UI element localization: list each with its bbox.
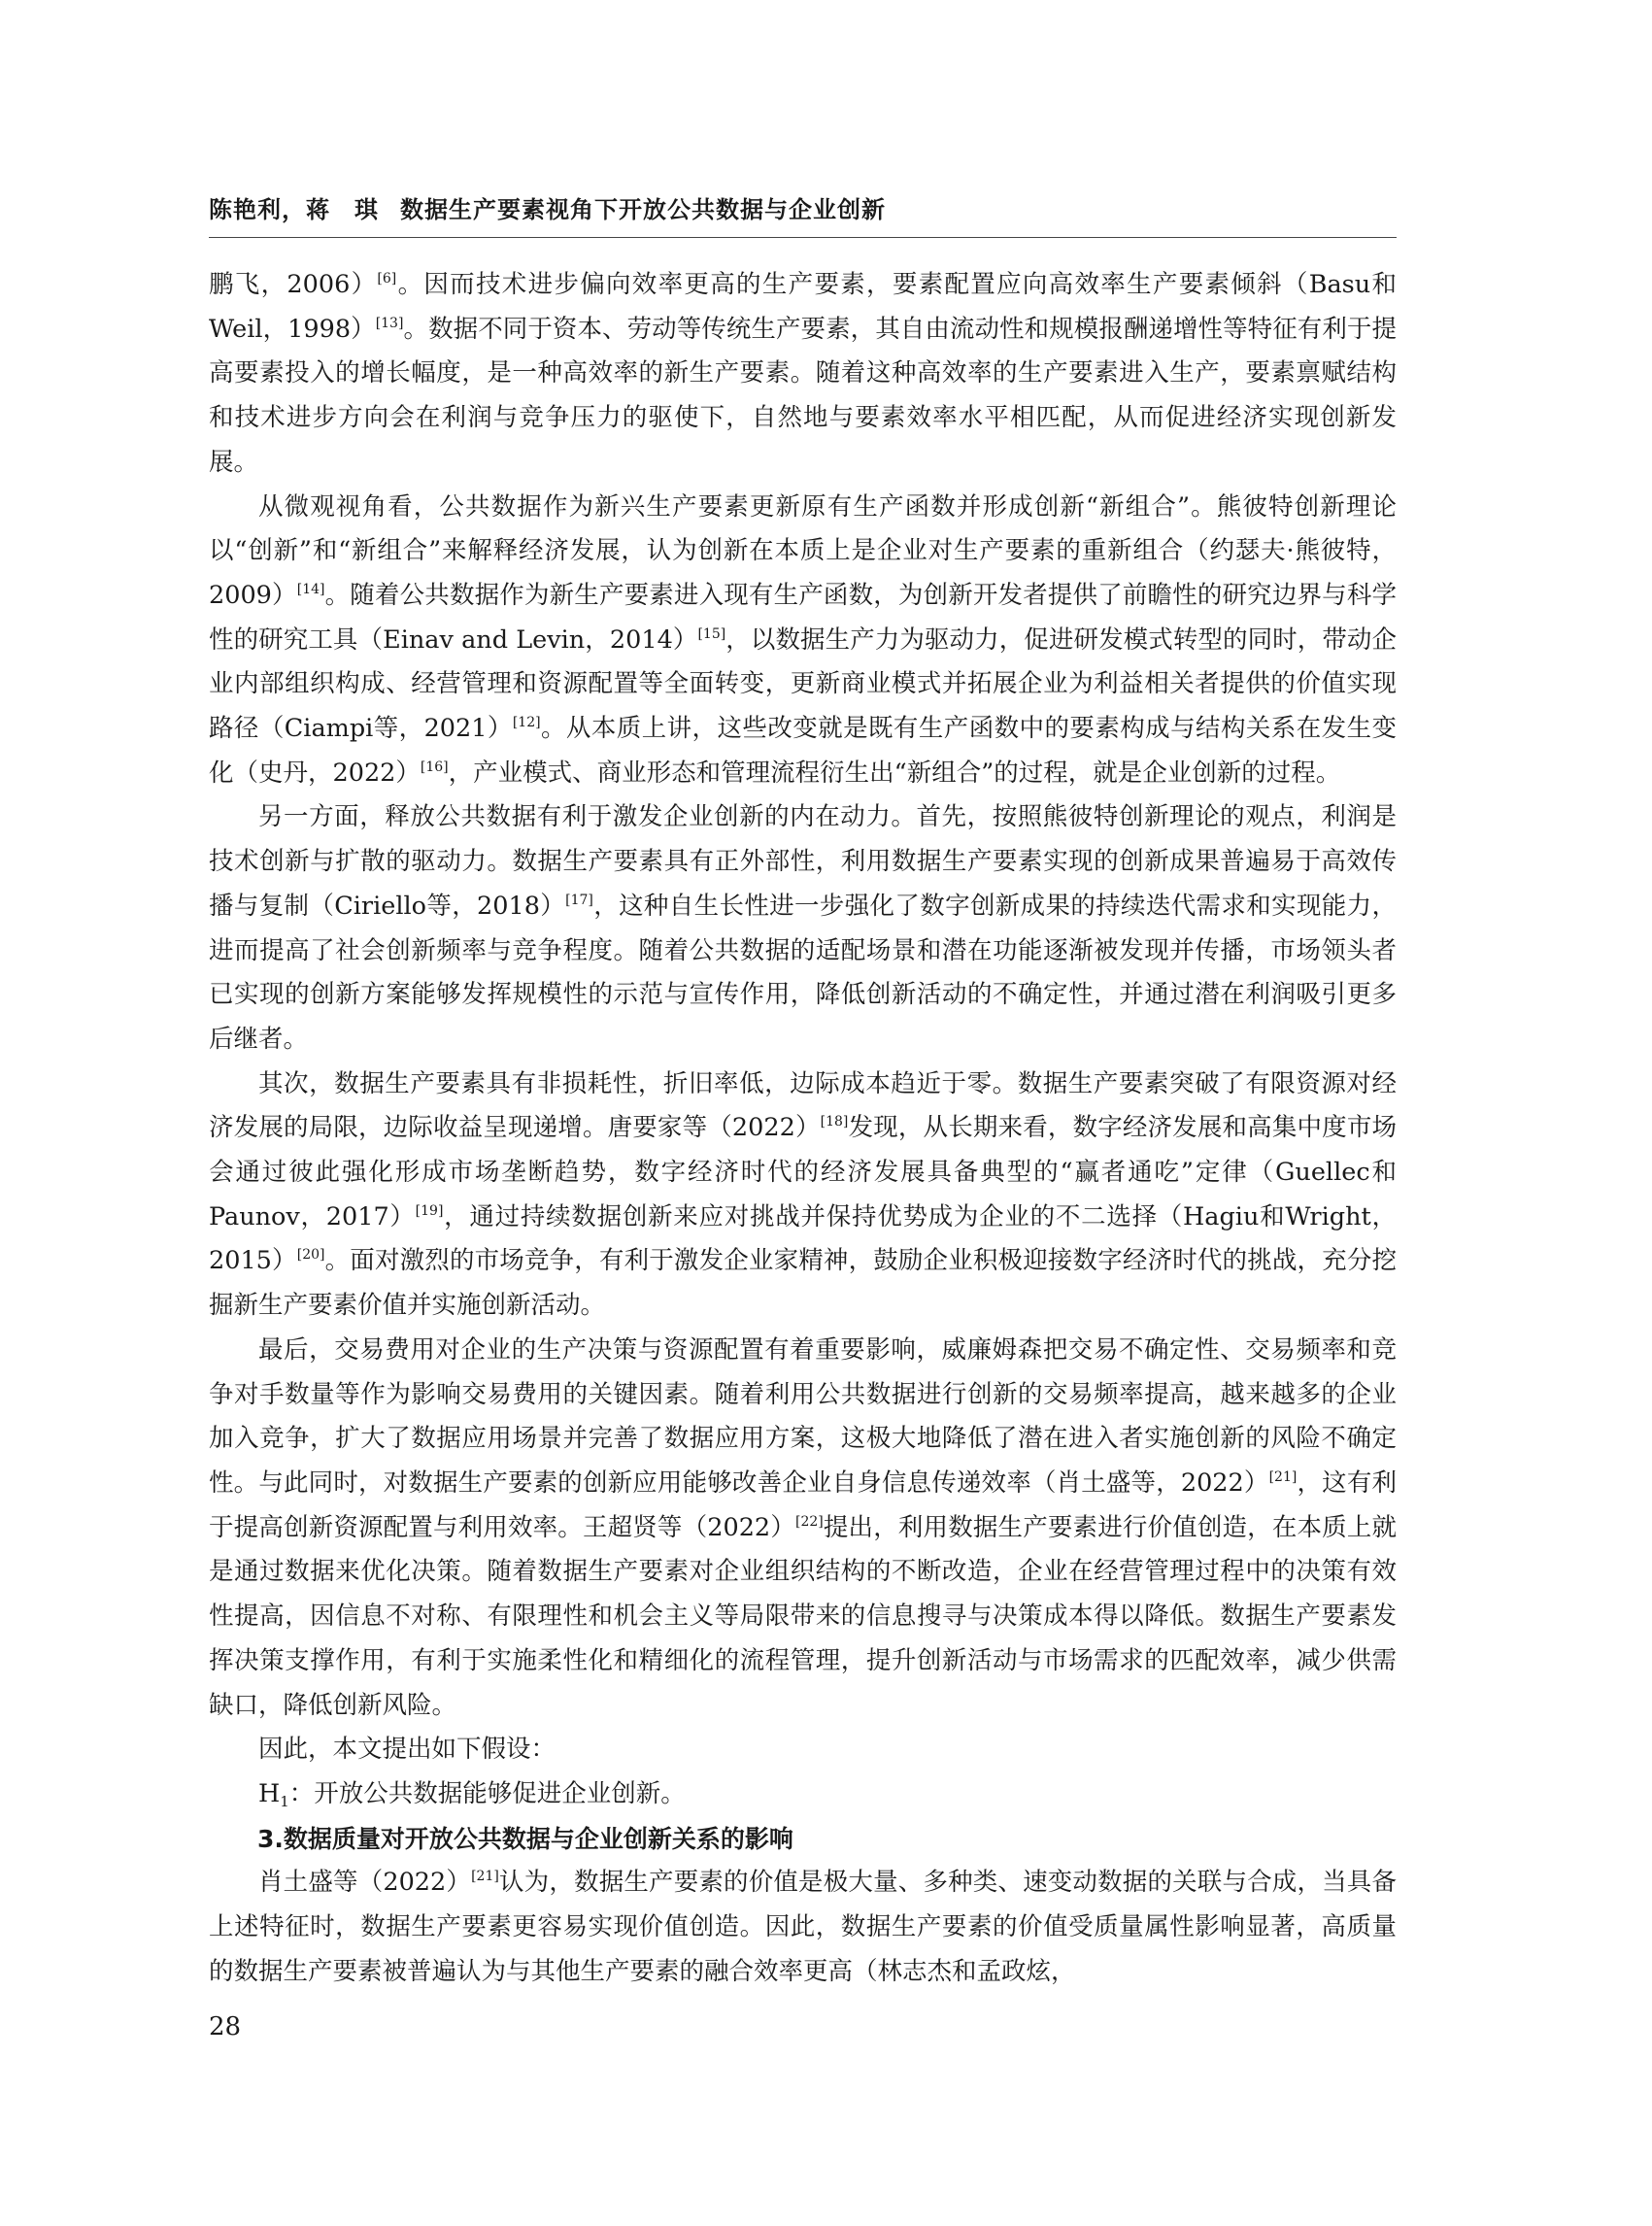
text-segment: 肖土盛等（2022） — [258, 1868, 472, 1898]
text-segment: ，通过持续数据创新来应对挑战并保持优势成为企业的不二选择（Hagiu和Wright，2015） — [209, 1201, 1398, 1276]
body-paragraph — [209, 1728, 1397, 1772]
text-segment: 发现，从长期来看，数字经济发展和高集中度市场会通过彼此强化形成市场垄断趋势，数字经济时代的经济发展具备典型的“赢者通吃”定律（Guellec和Paunov，2017） — [209, 1113, 1397, 1231]
text-segment: 。随着公共数据作为新生产要素进入现有生产函数，为创新开发者提供了前瞻性的研究边界与科学性的研究工具（Einav and Levin，2014） — [209, 580, 1397, 655]
header-rule — [209, 237, 1397, 238]
text-segment: 认为，数据生产要素的价值是极大量、多种类、速变动数据的关联与合成，当具备上述特征时，数据生产要素更容易实现价值创造。因此，数据生产要素的价值受质量属性影响显著，高质量的数据生产要素被普遍认为与其他生产要素的融合效率更高（林志杰和孟政炫， — [209, 1868, 1397, 1986]
text-segment: H — [258, 1778, 281, 1808]
body-paragraph — [209, 486, 1397, 796]
citation-ref: [19] — [415, 1202, 444, 1219]
citation-ref: [16] — [420, 759, 449, 775]
body-paragraph — [209, 1062, 1397, 1329]
text-segment: 。数据不同于资本、劳动等传统生产要素，其自由流动性和规模报酬递增性等特征有利于提高要素投入的增长幅度，是一种高效率的新生产要素。随着这种高效率的生产要素进入生产，要素禀赋结构和技术进步方向会在利润与竞争压力的驱使下，自然地与要素效率水平相匹配，从而促进经济实现创新发展。 — [209, 314, 1397, 477]
section-heading — [209, 1817, 1397, 1862]
article-body — [209, 263, 1397, 1994]
citation-ref: [21] — [471, 1869, 499, 1885]
citation-ref: [14] — [296, 581, 325, 597]
text-segment: 从微观视角看，公共数据作为新兴生产要素更新原有生产函数并形成创新“新组合”。熊彼特创新理论以“创新”和“新组合”来解释经济发展，认为创新在本质上是企业对生产要素的重新组合（约瑟夫·熊彼特，2009） — [209, 491, 1397, 610]
running-header — [209, 190, 886, 224]
body-paragraph — [209, 1861, 1397, 1994]
text-segment: ，产业模式、商业形态和管理流程衍生出“新组合”的过程，就是企业创新的过程。 — [448, 758, 1341, 788]
citation-ref: [6] — [377, 271, 397, 287]
citation-ref: [20] — [296, 1247, 325, 1264]
text-segment: 。面对激烈的市场竞争，有利于激发企业家精神，鼓励企业积极迎接数字经济时代的挑战，充分挖掘新生产要素价值并实施创新活动。 — [209, 1246, 1397, 1321]
citation-ref: [12] — [512, 715, 541, 731]
text-segment: 。因而技术进步偏向效率更高的生产要素，要素配置应向高效率生产要素倾斜（Basu和Weil，1998） — [209, 270, 1397, 344]
citation-ref: [21] — [1268, 1468, 1298, 1485]
body-paragraph — [209, 1772, 1397, 1817]
citation-ref: [17] — [565, 892, 593, 908]
citation-ref: [15] — [697, 625, 726, 642]
text-segment: 其次，数据生产要素具有非损耗性，折旧率低，边际成本趋近于零。数据生产要素突破了有限资源对经济发展的局限，边际收益呈现递增。唐要家等（2022） — [209, 1068, 1397, 1143]
text-segment: 3.数据质量对开放公共数据与企业创新关系的影响 — [257, 1824, 793, 1853]
citation-ref: [13] — [375, 315, 404, 331]
text-segment: 因此，本文提出如下假设： — [258, 1735, 556, 1765]
text-segment: ，这种自生长性进一步强化了数字创新成果的持续迭代需求和实现能力，进而提高了社会创新频率与竞争程度。随着公共数据的适配场景和潜在功能逐渐被发现并传播，市场领头者已实现的创新方案能够发挥规模性的示范与宣传作用，降低创新活动的不确定性，并通过潜在利润吸引更多后继者。 — [209, 891, 1397, 1054]
text-segment: 另一方面，释放公共数据有利于激发企业创新的内在动力。首先，按照熊彼特创新理论的观点，利润是技术创新与扩散的驱动力。数据生产要素具有正外部性，利用数据生产要素实现的创新成果普遍易于高效传播与复制（Ciriello等，2018） — [209, 802, 1397, 921]
text-segment: ：开放公共数据能够促进企业创新。 — [288, 1778, 686, 1808]
text-segment: 。从本质上讲，这些改变就是既有生产函数中的要素构成与结构关系在发生变化（史丹，2022） — [209, 714, 1397, 788]
subscript: 1 — [280, 1792, 289, 1810]
text-segment: 鹏飞，2006） — [209, 270, 378, 299]
body-paragraph — [209, 263, 1397, 486]
header-title: 数据生产要素视角下开放公共数据与企业创新 — [400, 196, 886, 223]
citation-ref: [18] — [820, 1114, 849, 1130]
citation-ref: [22] — [794, 1513, 824, 1530]
text-segment: ，这有利于提高创新资源配置与利用效率。王超贤等（2022） — [209, 1467, 1397, 1542]
text-segment: 提出，利用数据生产要素进行价值创造，在本质上就是通过数据来优化决策。随着数据生产要素对企业组织结构的不断改造，企业在经营管理过程中的决策有效性提高，因信息不对称、有限理性和机会主义等局限带来的信息搜寻与决策成本得以降低。数据生产要素发挥决策支撑作用，有利于实施柔性化和精细化的流程管理，提升创新活动与市场需求的匹配效率，减少供需缺口，降低创新风险。 — [209, 1512, 1397, 1720]
text-segment: ，以数据生产力为驱动力，促进研发模式转型的同时，带动企业内部组织构成、经营管理和资源配置等全面转变，更新商业模式并拓展企业为利益相关者提供的价值实现路径（Ciampi等，2021） — [209, 624, 1397, 744]
body-paragraph — [209, 795, 1397, 1062]
page-number: 28 — [209, 2012, 242, 2041]
header-authors: 陈艳利，蒋 琪 — [209, 196, 379, 223]
text-segment: 最后，交易费用对企业的生产决策与资源配置有着重要影响，威廉姆森把交易不确定性、交易频率和竞争对手数量等作为影响交易费用的关键因素。随着利用公共数据进行创新的交易频率提高，越来越多的企业加入竞争，扩大了数据应用场景并完善了数据应用方案，这极大地降低了潜在进入者实施创新的风险不确定性。与此同时，对数据生产要素的创新应用能够改善企业自身信息传递效率（肖土盛等，2022） — [209, 1334, 1397, 1498]
body-paragraph — [209, 1329, 1397, 1728]
